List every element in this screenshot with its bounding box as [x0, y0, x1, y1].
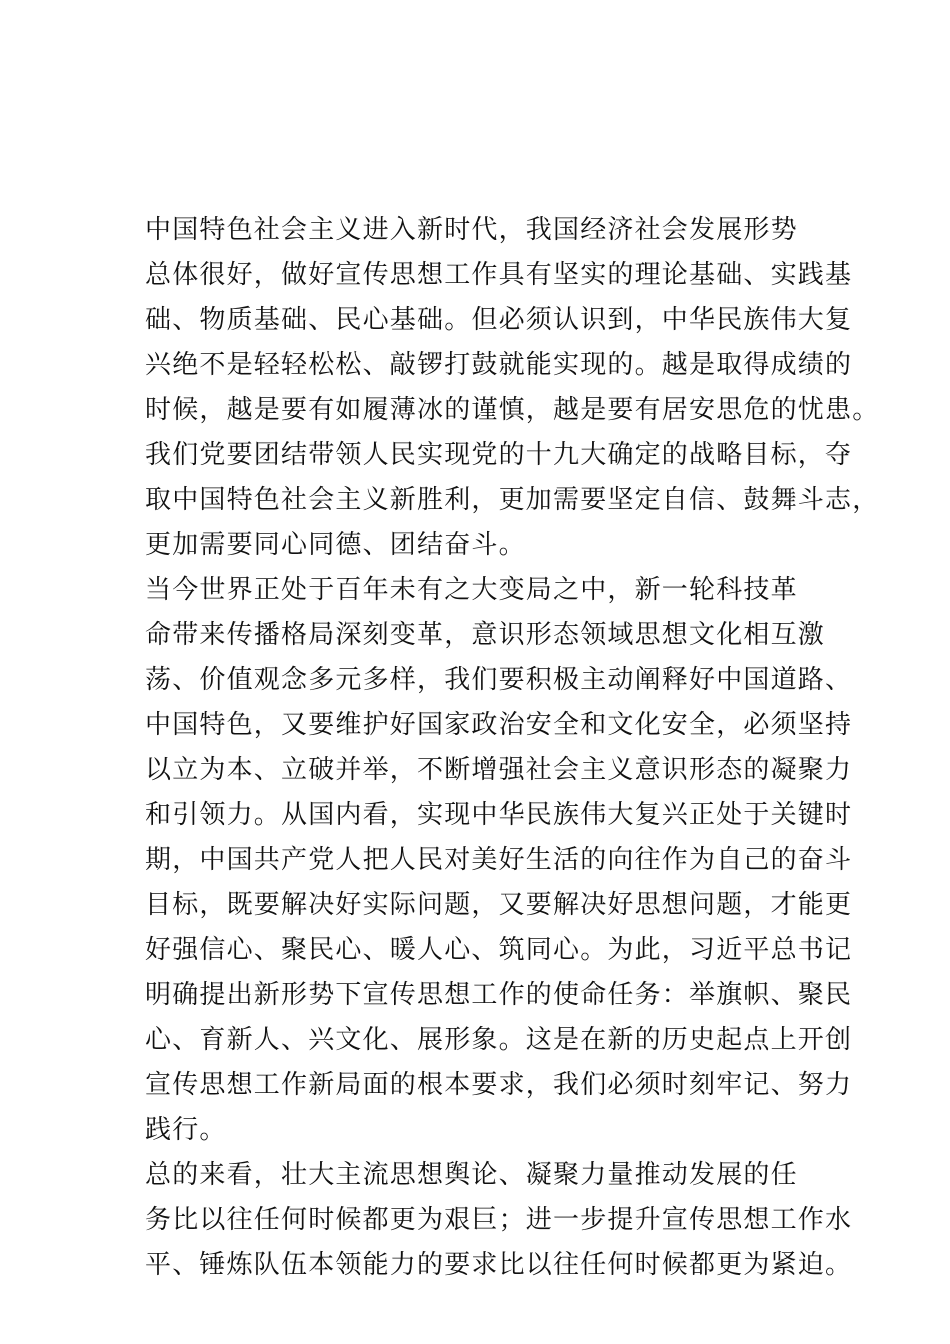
text-line: 心、育新人、兴文化、展形象。这是在新的历史起点上开创 — [145, 1025, 853, 1055]
text-line: 平、锤炼队伍本领能力的要求比以往任何时候都更为紧迫。 — [145, 1250, 853, 1280]
text-line: 中国特色，又要维护好国家政治安全和文化安全，必须坚持 — [145, 710, 853, 740]
text-line: 础、物质基础、民心基础。但必须认识到，中华民族伟大复 — [145, 305, 853, 335]
text-line: 明确提出新形势下宣传思想工作的使命任务：举旗帜、聚民 — [145, 980, 853, 1010]
text-line: 好强信心、聚民心、暖人心、筑同心。为此，习近平总书记 — [145, 935, 853, 965]
text-line: 和引领力。从国内看，实现中华民族伟大复兴正处于关键时 — [145, 800, 853, 830]
text-line: 以立为本、立破并举，不断增强社会主义意识形态的凝聚力 — [145, 755, 853, 785]
text-line: 取中国特色社会主义新胜利，更加需要坚定自信、鼓舞斗志， — [145, 485, 880, 515]
body-text — [145, 208, 880, 1288]
text-line: 更加需要同心同德、团结奋斗。 — [145, 530, 526, 560]
text-line: 宣传思想工作新局面的根本要求，我们必须时刻牢记、努力 — [145, 1070, 853, 1100]
text-line: 我们党要团结带领人民实现党的十九大确定的战略目标，夺 — [145, 440, 853, 470]
text-line: 当今世界正处于百年未有之大变局之中，新一轮科技革 — [145, 575, 798, 605]
text-line: 时候，越是要有如履薄冰的谨慎，越是要有居安思危的忧患。 — [145, 395, 880, 425]
text-line: 践行。 — [145, 1115, 227, 1145]
text-line: 务比以往任何时候都更为艰巨；进一步提升宣传思想工作水 — [145, 1205, 853, 1235]
text-line: 中国特色社会主义进入新时代，我国经济社会发展形势 — [145, 215, 798, 245]
text-line: 总的来看，壮大主流思想舆论、凝聚力量推动发展的任 — [145, 1160, 798, 1190]
text-line: 兴绝不是轻轻松松、敲锣打鼓就能实现的。越是取得成绩的 — [145, 350, 853, 380]
text-line: 目标，既要解决好实际问题，又要解决好思想问题，才能更 — [145, 890, 853, 920]
text-line: 期，中国共产党人把人民对美好生活的向往作为自己的奋斗 — [145, 845, 853, 875]
text-line: 总体很好，做好宣传思想工作具有坚实的理论基础、实践基 — [145, 260, 853, 290]
text-line: 荡、价值观念多元多样，我们要积极主动阐释好中国道路、 — [145, 665, 853, 695]
text-line: 命带来传播格局深刻变革，意识形态领域思想文化相互激 — [145, 620, 826, 650]
